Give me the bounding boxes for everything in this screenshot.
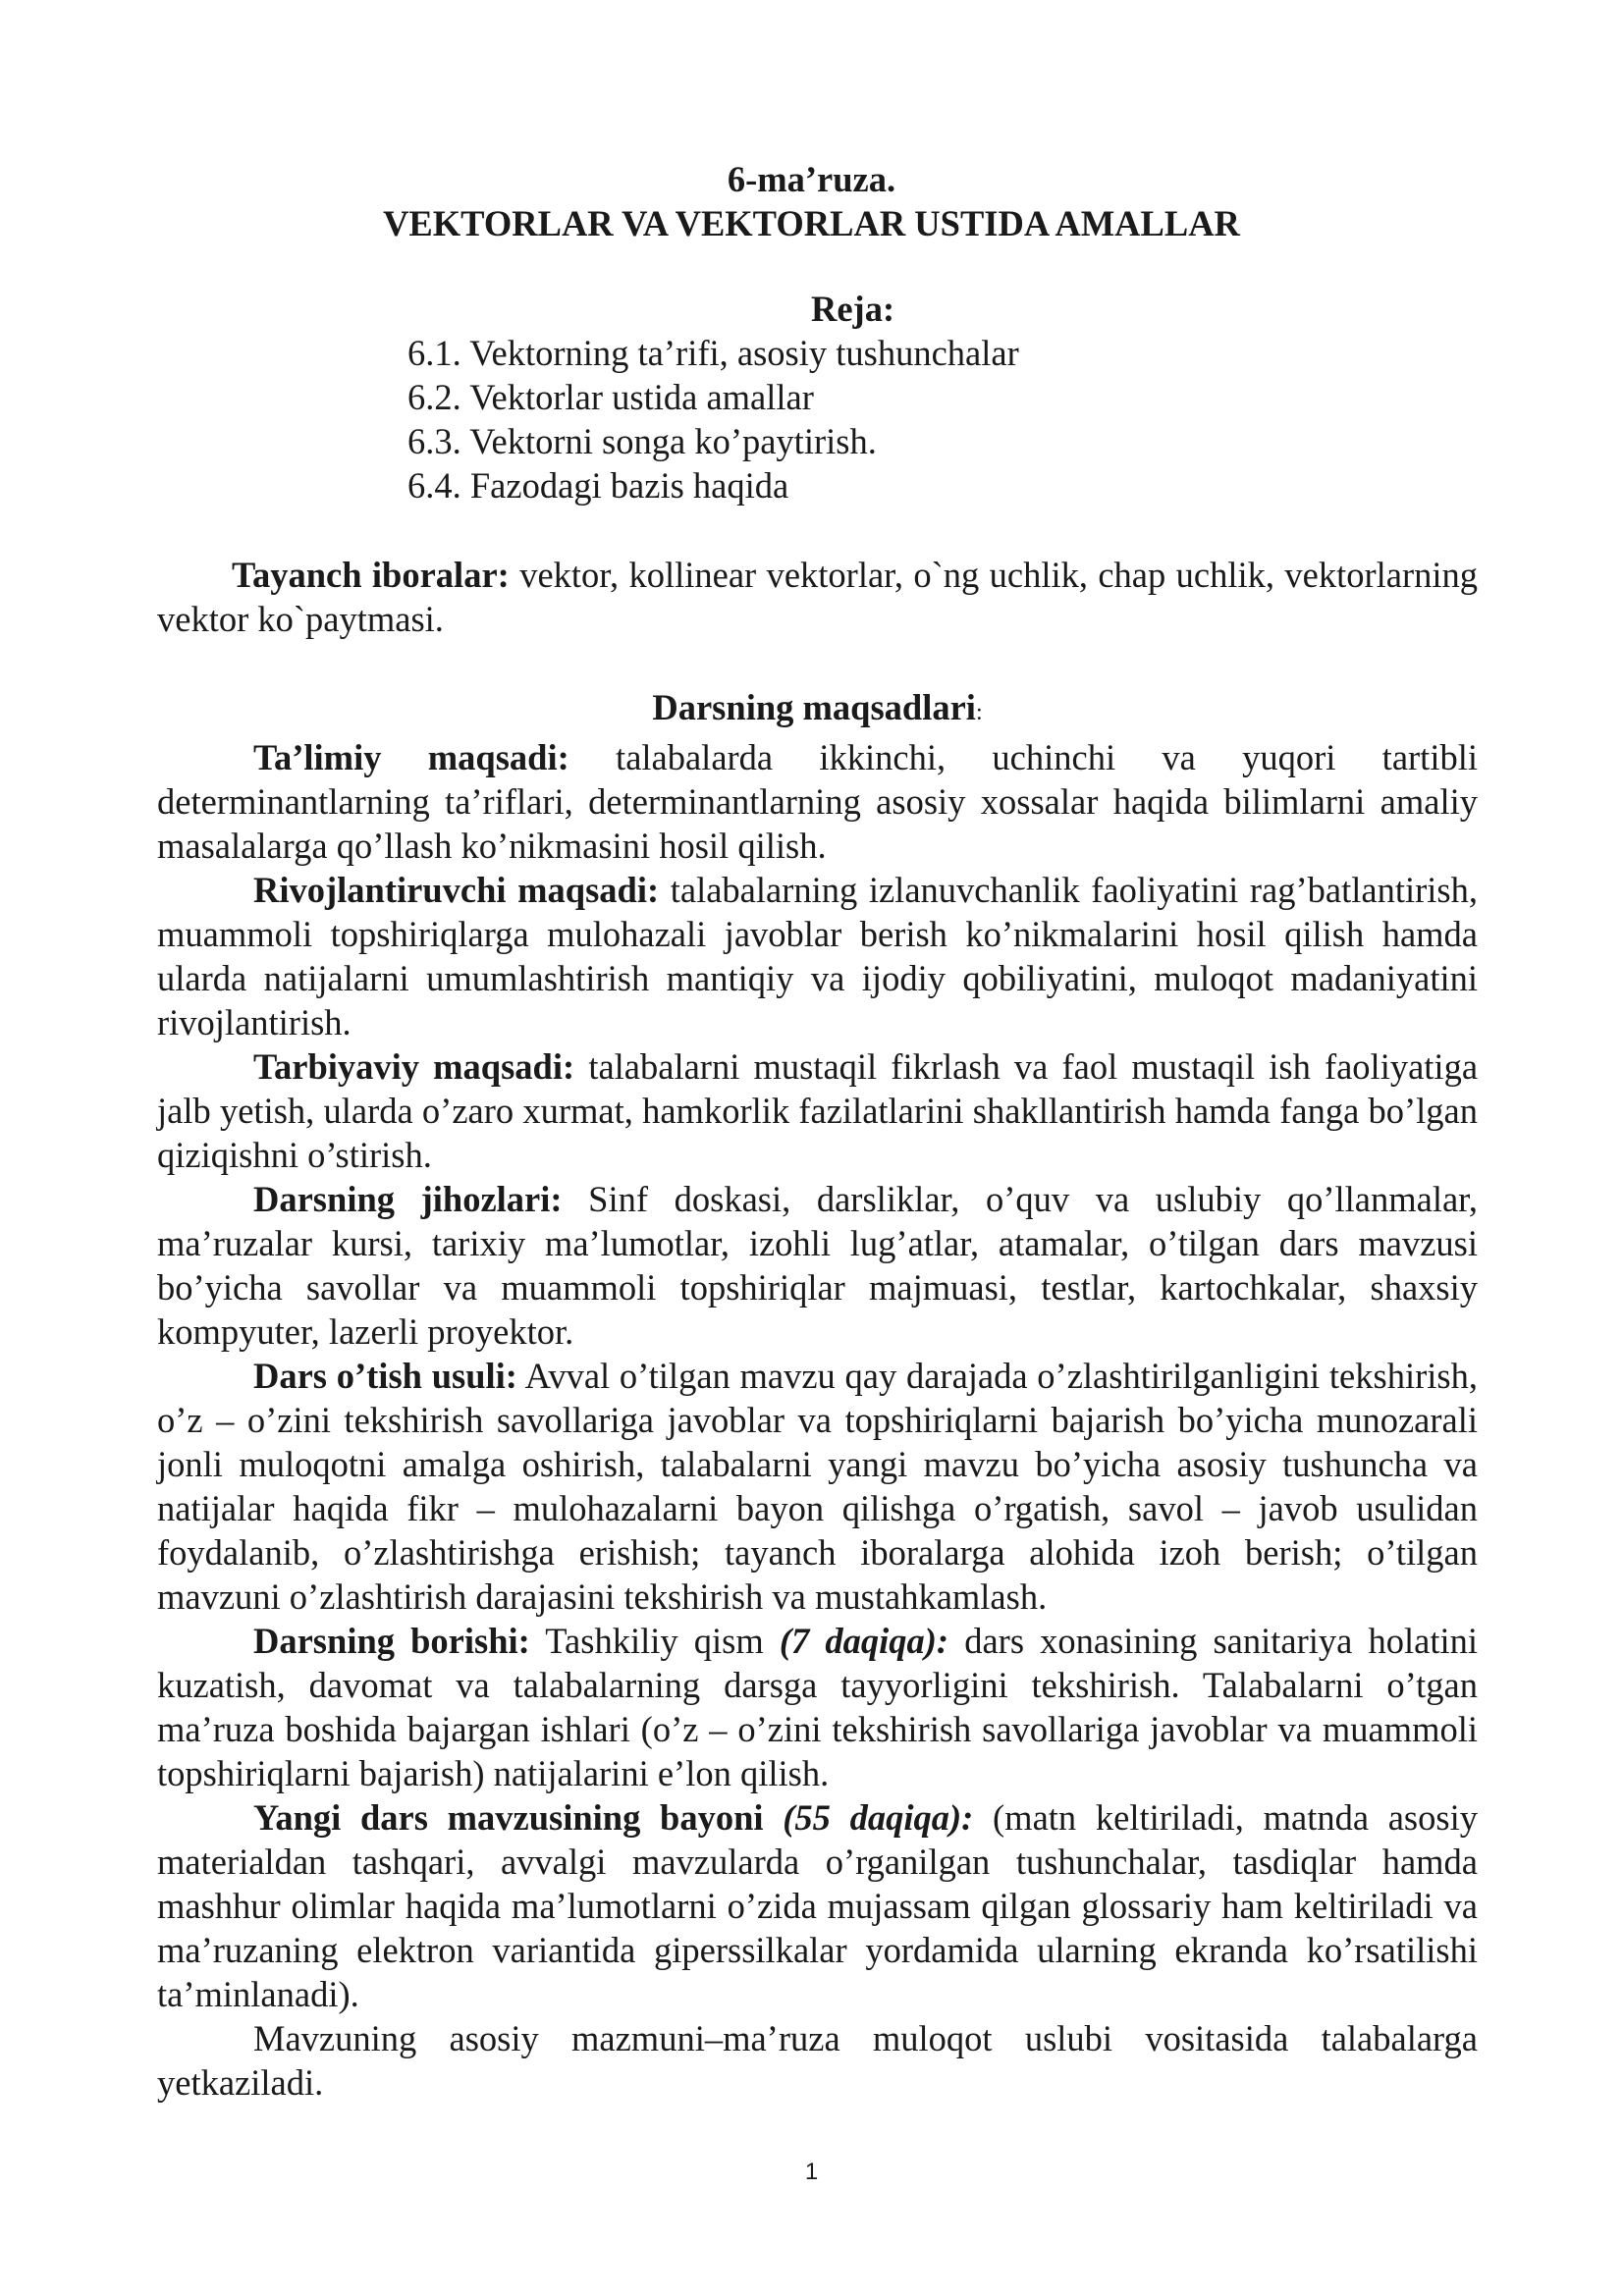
objectives-title-text: Darsning maqsadlari <box>652 687 976 727</box>
educational-objective-text: talabalarda ikkinchi, uchinchi va yuqori tartibli determinantlarning ta’riflari, determinantlarning asosiy xossalar haqida bilimlarni amaliy masalalarga qo’llash ko’nikmasini hosil qilish. <box>157 737 1478 866</box>
plan-item: 6.4. Fazodagi bazis haqida <box>407 465 789 506</box>
upbringing-objective-text: talabalarni mustaqil fikrlash va faol mustaqil ish faoliyatiga jalb yetish, ularda o’zaro xurmat, hamkorlik fazilatlarini shakllantirish hamda fanga bo’lgan qiziqishni o’stirish. <box>157 1046 1479 1175</box>
plan-list <box>407 331 1193 507</box>
lecture-body <box>157 685 1478 2105</box>
equipment-label: Darsning jihozlari: <box>253 1179 563 1219</box>
closing-paragraph: Mavzuning asosiy mazmuni–ma’ruza muloqot uslubi vositasida talabalarga yetkaziladi. <box>157 2018 1478 2103</box>
objectives-title <box>157 685 1478 735</box>
developmental-objective-text: talabalarning izlanuvchanlik faoliyatini rag’batlantirish, muammoli topshiriqlarga mulohazali javoblar berish ko’nikmalarini hosil qilish hamda ularda natijalarni umumlashtirish mantiqiy va ijodiy qobiliyatini, muloqot madaniyatini rivojlantirish. <box>157 870 1479 1042</box>
equipment-paragraph <box>157 1177 1478 1354</box>
progress-text: dars xonasining sanitariya holatini kuzatish, davomat va talabalarning darsga tayyorligini tekshirish. Talabalarni o’tgan ma’ruza boshida bajargan ishlari (o’z – o’zini tekshirish savollariga javoblar va muammoli topshiriqlarni bajarish) natijalarini e’lon qilish. <box>157 1621 1478 1793</box>
method-text: Avval o’tilgan mavzu qay darajada o’zlashtirilganligini tekshirish, o’z – o’zini tekshirish savollariga javoblar va topshiriqlarni bajarish bo’yicha munozarali jonli muloqotni amalga oshirish, talabalarni yangi mavzu bo’yicha asosiy tushuncha va natijalar haqida fikr – mulohazalarni bayon qilishga o’rgatish, savol – javob usulidan foydalanib, o’zlashtirishga erishish; tayanch iboralarga alohida izoh berish; o’tilgan mavzuni o’zlashtirish darajasini tekshirish va mustahkamlash. <box>157 1356 1478 1617</box>
key-phrases-paragraph <box>157 553 1478 641</box>
upbringing-objective-label: Tarbiyaviy maqsadi: <box>253 1046 575 1087</box>
plan-item: 6.1. Vektorning ta’rifi, asosiy tushunchalar <box>407 333 1019 373</box>
plan-item: 6.2. Vektorlar ustida amallar <box>407 377 814 417</box>
lecture-header <box>157 157 1466 245</box>
new-topic-text: (matn keltiriladi, matnda asosiy materialdan tashqari, avvalgi mavzularda o’rganilgan tushunchalar, tasdiqlar hamda mashhur olimlar haqida ma’lumotlarni o’zida mujassam qilgan glossariy ham keltiriladi va ma’ruzaning elektron variantida giperssilkalar yordamida ularning ekranda ko’rsatilishi ta’minlanadi). <box>157 1797 1478 2014</box>
progress-lead: Tashkiliy qism <box>545 1621 764 1661</box>
upbringing-objective <box>157 1044 1478 1177</box>
objectives-title-suffix: : <box>975 700 983 725</box>
lecture-title: VEKTORLAR VA VEKTORLAR USTIDA AMALLAR <box>383 203 1240 243</box>
page-number: 1 <box>804 2159 819 2185</box>
progress-paragraph <box>157 1619 1478 1795</box>
progress-label: Darsning borishi: <box>253 1621 530 1661</box>
developmental-objective <box>157 868 1478 1044</box>
plan-title: Reja: <box>811 289 895 329</box>
educational-objective <box>157 735 1478 868</box>
new-topic-paragraph <box>157 1795 1478 2016</box>
new-topic-duration: (55 daqiqa): <box>783 1797 974 1838</box>
method-label: Dars o’tish usuli: <box>253 1356 517 1396</box>
equipment-text: Sinf doskasi, darsliklar, o’quv va uslubiy qo’llanmalar, ma’ruzalar kursi, tarixiy ma’lumotlar, izohli lug’atlar, atamalar, o’tilgan dars mavzusi bo’yicha savollar va muammoli topshiriqlar majmuasi, testlar, kartochkalar, shaxsiy kompyuter, lazerli proyektor. <box>157 1179 1479 1352</box>
educational-objective-label: Ta’limiy maqsadi: <box>253 737 569 777</box>
key-phrases-text: vektor, kollinear vektorlar, o`ng uchlik, chap uchlik, vektorlarning vektor ko`paytmasi. <box>157 555 1478 639</box>
developmental-objective-label: Rivojlantiruvchi maqsadi: <box>253 870 660 910</box>
method-paragraph <box>157 1354 1478 1619</box>
plan-item: 6.3. Vektorni songa ko’paytirish. <box>407 421 877 461</box>
key-phrases-block <box>157 553 1478 641</box>
key-phrases-label: Tayanch iboralar: <box>232 555 510 595</box>
lecture-number: 6-ma’ruza. <box>727 159 896 199</box>
progress-duration: (7 daqiqa): <box>779 1621 949 1661</box>
new-topic-label: Yangi dars mavzusining bayoni <box>253 1797 764 1838</box>
